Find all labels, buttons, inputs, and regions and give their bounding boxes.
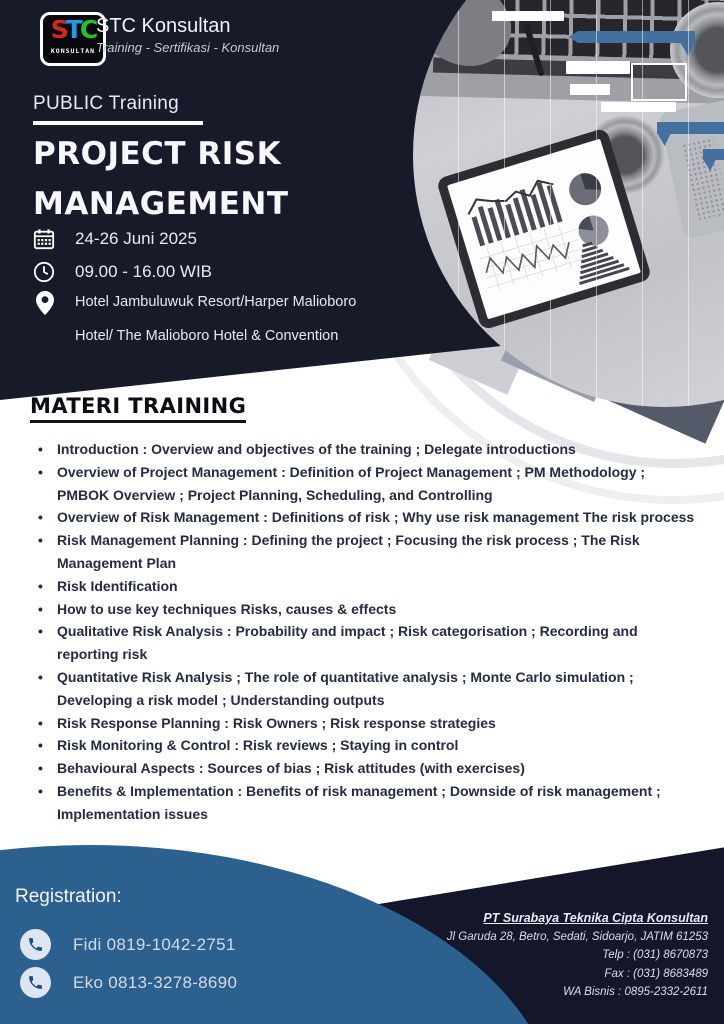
stc-logo-letters: STC — [50, 15, 96, 44]
phone-icon — [20, 929, 51, 960]
materi-item: • Introduction : Overview and objectives of the training ; Delegate introductions — [36, 438, 698, 461]
company-fax: Fax : (031) 8683489 — [604, 967, 708, 980]
materi-item: • Risk Management Planning : Defining the project ; Focusing the risk process ; The Risk Management Plan — [36, 529, 698, 575]
stc-logo-subtext: KONSULTAN — [50, 47, 96, 55]
materi-item: • Behavioural Aspects : Sources of bias ; Risk attitudes (with exercises) — [36, 757, 698, 780]
flyer-title-line1: PROJECT RISK — [33, 136, 282, 172]
materi-item: • Qualitative Risk Analysis : Probability and impact ; Risk categorisation ; Recording and reporting risk — [36, 620, 698, 666]
materi-item: • Risk Response Planning : Risk Owners ; Risk response strategies — [36, 712, 698, 735]
training-type-label: PUBLIC Training — [33, 93, 180, 114]
materi-item: • Benefits & Implementation : Benefits of risk management ; Downside of risk management ; Implementation issues — [36, 780, 698, 826]
flyer-title-line2: MANAGEMENT — [33, 186, 289, 222]
materi-item: • Risk Identification — [36, 575, 698, 598]
training-time: 09.00 - 16.00 WIB — [75, 262, 213, 281]
contact-row — [20, 967, 237, 998]
brand-tagline: Training - Sertifikasi - Konsultan — [96, 40, 280, 55]
phone-icon — [20, 967, 51, 998]
materi-item: • How to use key techniques Risks, causes & effects — [36, 598, 698, 621]
company-info — [447, 909, 708, 1002]
company-address: Jl Garuda 28, Betro, Sedati, Sidoarjo, JATIM 61253 — [446, 930, 708, 943]
registration-label: Registration: — [15, 886, 122, 907]
materi-item: • Quantitative Risk Analysis ; The role of quantitative analysis ; Monte Carlo simulation ; Developing a risk model ; Understanding outputs — [36, 666, 698, 712]
company-wa: WA Bisnis : 0895-2332-2611 — [563, 986, 708, 998]
materi-item: • Overview of Risk Management : Definitions of risk ; Why use risk management The risk process — [36, 506, 698, 529]
contact-phone: Fidi 0819-1042-2751 — [73, 934, 236, 954]
training-date: 24-26 Juni 2025 — [75, 229, 197, 248]
company-name: PT Surabaya Teknika Cipta Konsultan — [483, 911, 708, 925]
brand-name: STC Konsultan — [96, 15, 231, 37]
training-location-line2: Hotel/ The Malioboro Hotel & Convention — [75, 328, 339, 344]
materi-item: • Risk Monitoring & Control : Risk reviews ; Staying in control — [36, 734, 698, 757]
materi-heading: MATERI TRAINING — [30, 394, 246, 423]
materi-item: • Overview of Project Management : Definition of Project Management ; PM Methodology ; PMBOK Overview ; Project Planning, Scheduling, and Controlling — [36, 461, 698, 507]
training-location-line1: Hotel Jambuluwuk Resort/Harper Malioboro — [75, 294, 357, 310]
contact-phone: Eko 0813-3278-8690 — [73, 972, 238, 992]
contact-row — [20, 929, 236, 960]
company-telp: Telp : (031) 8670873 — [602, 949, 708, 961]
